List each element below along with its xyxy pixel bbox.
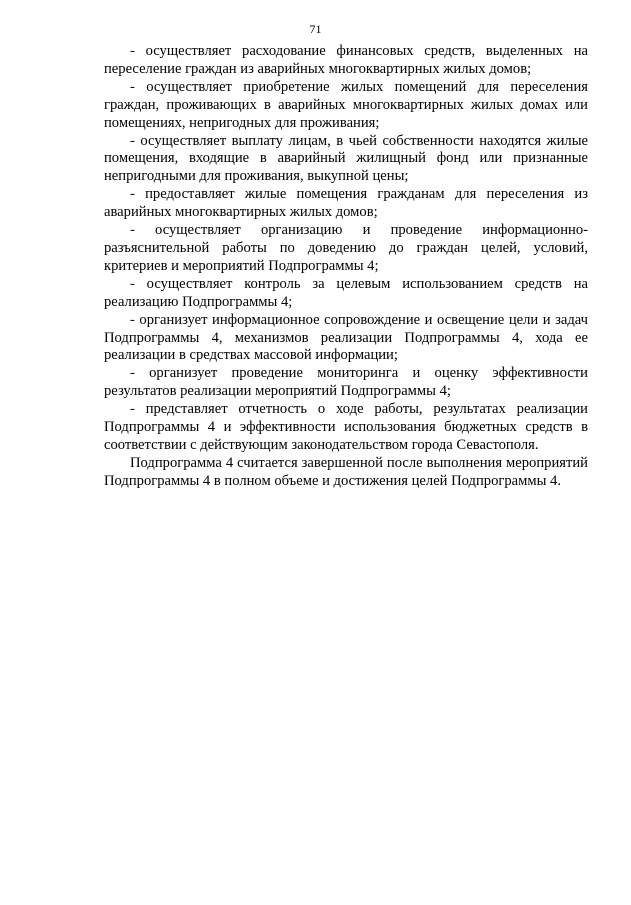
paragraph-reporting: - представляет отчетность о ходе работы, результатах реализации Подпрограммы 4 и эффективности использования бюджетных средств в соответствии с действующим законодательством города Севастополя. <box>104 401 588 453</box>
paragraph-media-coverage: - организует информационное сопровождение и освещение цели и задач Подпрограммы 4, механизмов реализации Подпрограммы 4, хода ее реализации в средствах массовой информации; <box>104 311 588 364</box>
document-body <box>104 43 588 491</box>
paragraph-acquisition: - осуществляет приобретение жилых помещений для переселения граждан, проживающих в аварийных многоквартирных жилых домах или помещениях, непригодных для проживания; <box>104 78 588 131</box>
paragraph-completion: Подпрограмма 4 считается завершенной после выполнения мероприятий Подпрограммы 4 в полном объеме и достижения целей Подпрограммы 4. <box>104 454 588 489</box>
paragraph-information-work: - осуществляет организацию и проведение информационно-разъяснительной работы по доведению до граждан целей, условий, критериев и мероприятий Подпрограммы 4; <box>104 222 588 274</box>
page-number: 71 <box>309 22 322 36</box>
paragraph-control: - осуществляет контроль за целевым использованием средств на реализацию Подпрограммы 4; <box>104 275 588 310</box>
paragraph-monitoring: - организует проведение мониторинга и оценку эффективности результатов реализации мероприятий Подпрограммы 4; <box>104 365 588 400</box>
paragraph-provision: - предоставляет жилые помещения гражданам для переселения из аварийных многоквартирных жилых домов; <box>104 186 588 221</box>
paragraph-payment: - осуществляет выплату лицам, в чьей собственности находятся жилые помещения, входящие в аварийный жилищный фонд или признанные непригодными для проживания, выкупной цены; <box>104 132 588 185</box>
paragraph-spending: - осуществляет расходование финансовых средств, выделенных на переселение граждан из аварийных многоквартирных жилых домов; <box>104 43 588 77</box>
